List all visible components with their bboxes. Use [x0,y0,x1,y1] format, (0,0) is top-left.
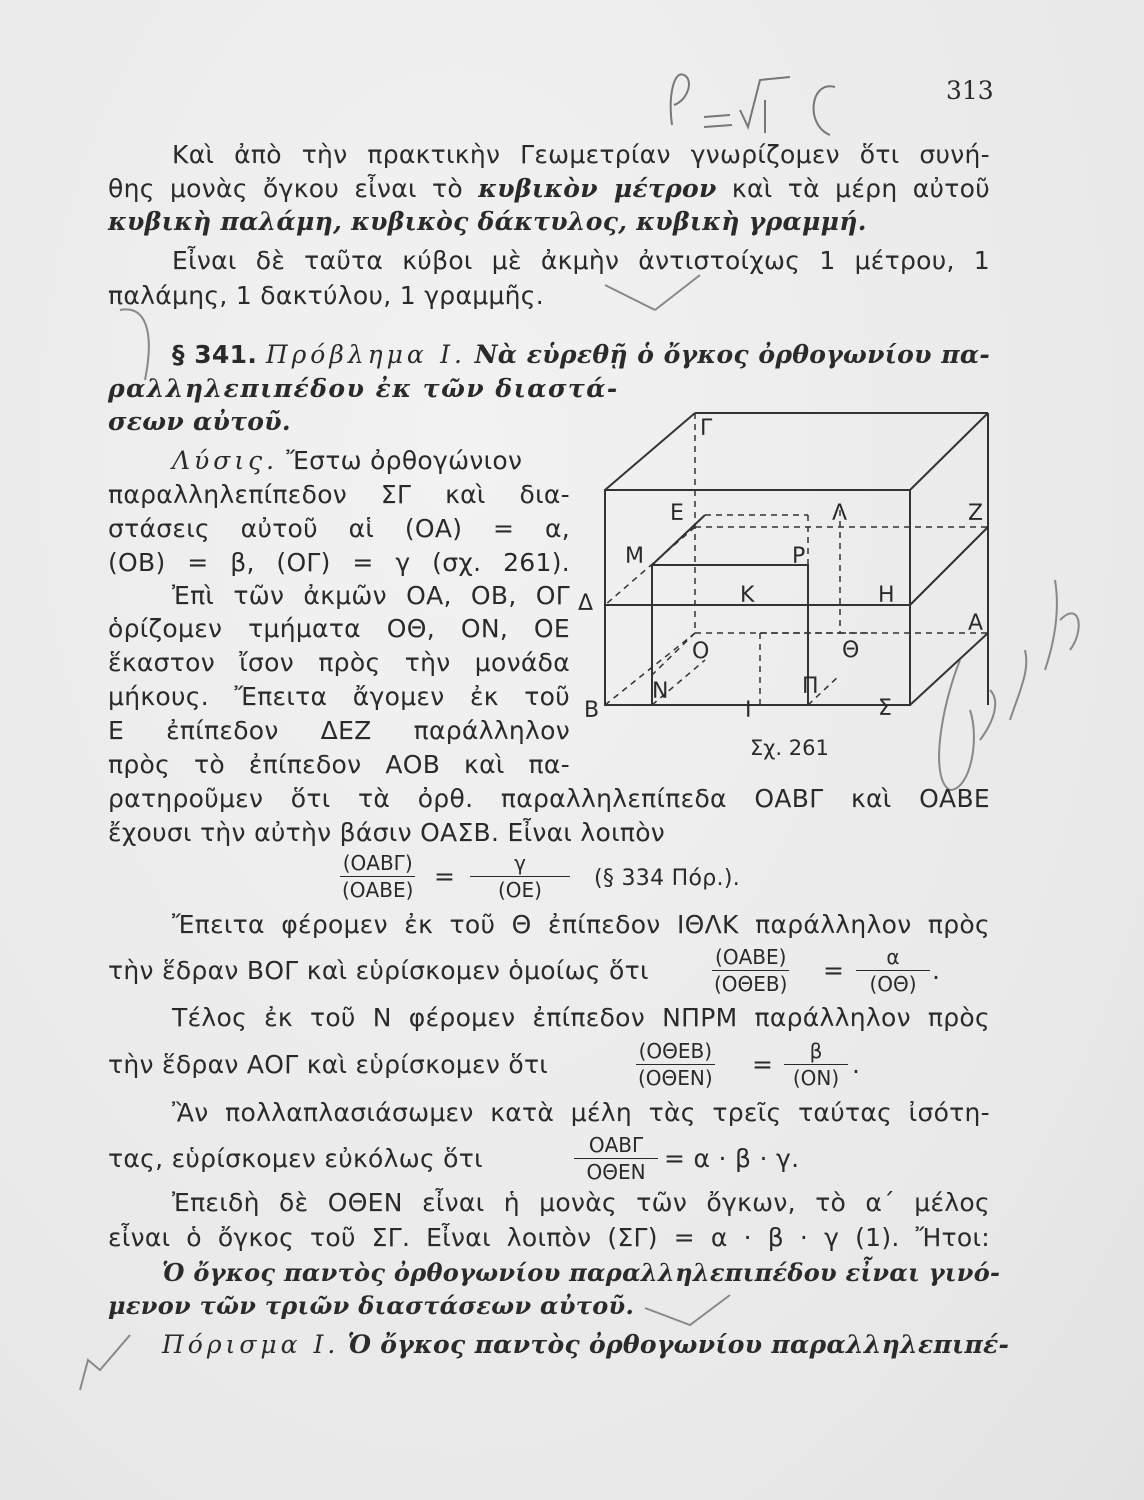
label-lambda: Λ [832,501,848,526]
label-iota: Ι [745,698,752,723]
pencil-checkmark-1 [600,270,710,320]
text-line: παλάμης, 1 δακτύλου, 1 γραμμῆς. [108,281,545,310]
text-line: μήκους. Ἔπειτα ἄγομεν ἐκ τοῦ [108,682,570,711]
text-line: Ἂν πολλαπλασιάσωμεν κατὰ μέλη τὰς τρεῖς ταύτας ἰσότη- [172,1098,990,1127]
fraction: ΟΑΒΓ ΟΘΕΝ [574,1132,658,1185]
label-mu: Μ [625,544,644,569]
text-line: τὴν ἕδραν ΑΟΓ καὶ εὑρίσκομεν ὅτι [108,1050,549,1079]
text-line: Λύσις. Ἔστω ὀρθογώνιον [172,446,523,475]
text-line: Ἔπειτα φέρομεν ἐκ τοῦ Θ ἐπίπεδον ΙΘΛΚ παράλληλον πρὸς [172,910,990,939]
corollary-label: Πόρισμα I. [162,1330,340,1359]
label-omicron: Ο [692,639,710,664]
text-line: τας, εὑρίσκομεν εὐκόλως ὅτι [108,1144,483,1173]
equation-rhs: = α · β · γ. [664,1144,800,1173]
corollary-line: Πόρισμα I. Ὁ ὄγκος παντὸς ὀρθογωνίου παραλληλεπιπέ- [162,1330,1010,1359]
figure-parallelepiped [570,405,1000,775]
fraction: $\frac{\gamma}{(OE)}$ [470,850,570,903]
text-line: ἔχουσι τὴν αὐτὴν βάσιν ΟΑΣΒ. Εἶναι λοιπὸν [108,818,666,847]
label-zeta: Ζ [968,501,984,526]
text-line: θης μονὰς ὄγκου εἶναι τὸ κυβικὸν μέτρον καὶ τὰ μέρη αὐτοῦ [108,174,990,203]
text-line: Εἶναι δὲ ταῦτα κύβοι μὲ ἀκμὴν ἀντιστοίχως 1 μέτρου, 1 [172,246,990,275]
label-epsilon: Ε [670,501,684,526]
fraction: (ΟΑΒΓ) (ΟΑΒΕ) [342,851,414,902]
problem-label: Πρόβλημα I. [265,340,466,369]
text-line: εἶναι ὁ ὄγκος τοῦ ΣΓ. Εἶναι λοιπὸν (ΣΓ) = α · β · γ (1). Ἤτοι: [108,1223,990,1252]
text-line: σεων αὐτοῦ. [108,407,291,436]
section-number: § 341. [172,340,258,369]
label-kappa: Κ [740,583,755,608]
period: . [932,956,941,985]
text-line: Τέλος ἐκ τοῦ Ν φέρομεν ἐπίπεδον ΝΠΡΜ παράλληλον πρὸς [172,1003,990,1032]
period: . [852,1050,861,1079]
label-theta: Θ [842,638,860,663]
pencil-margin-mark [60,1320,140,1400]
text-line: στάσεις αὐτοῦ αἱ (ΟΑ) = α, [108,514,570,543]
page-number: 313 [946,76,994,105]
equals-sign: = [752,1050,774,1079]
fraction: (ΟΑΒΕ) (ΟΘΕΒ) [714,945,788,996]
text-line: ὁρίζομεν τμήματα ΟΘ, ΟΝ, ΟΕ [108,614,570,643]
label-beta: Β [584,698,600,723]
theorem-line: Ὁ ὄγκος παντὸς ὀρθογωνίου παραλληλεπιπέδου εἶναι γινό- [162,1258,1001,1287]
reference: (§ 334 Πόρ.). [594,866,740,891]
text-line: παραλληλεπίπεδον ΣΓ καὶ δια- [108,480,570,509]
problem-title: Νὰ εὑρεθῇ ὁ ὄγκος ὀρθογωνίου πα- [474,340,991,369]
theorem-line: μενον τῶν τριῶν διαστάσεων αὐτοῦ. [108,1291,635,1320]
equals-sign: = [434,862,456,891]
text-line: κυβικὴ παλάμη, κυβικὸς δάκτυλος, κυβικὴ γραμμή. [108,207,867,236]
label-sigma: Σ [878,696,892,721]
label-rho: Ρ [792,544,806,569]
equals-sign: = [823,956,845,985]
solution-label: Λύσις. [172,446,279,475]
figure-caption: Σχ. 261 [750,736,829,760]
text-line: ἕκαστον ἴσον πρὸς τὴν μονάδα [108,648,570,677]
pencil-annotation-top [660,55,860,145]
text-line: Καὶ ἀπὸ τὴν πρακτικὴν Γεωμετρίαν γνωρίζομεν ὅτι συνή- [172,140,990,169]
fraction: $\frac{\beta}{(ON)}$ [784,1038,848,1091]
fraction: $\frac{\alpha}{(O\Theta)}$ [856,944,930,997]
label-delta: Δ [578,591,594,616]
text-line: Ε ἐπίπεδον ΔΕΖ παράλληλον [108,716,570,745]
fraction: (ΟΘΕΒ) (ΟΘΕΝ) [638,1039,713,1090]
label-nu: Ν [652,679,669,704]
text-line: ρατηροῦμεν ὅτι τὰ ὀρθ. παραλληλεπίπεδα ΟΑΒΓ καὶ ΟΑΒΕ [108,784,990,813]
text-line: ραλληλεπιπέδου ἐκ τῶν διαστά- [108,374,619,403]
text-line: Ἐπὶ τῶν ἀκμῶν ΟΑ, ΟΒ, ΟΓ [172,581,570,610]
label-gamma: Γ [700,416,713,441]
label-pi: Π [802,674,819,699]
label-eta: Η [878,583,895,608]
section-heading [172,340,990,370]
text-line: (ΟΒ) = β, (ΟΓ) = γ (σχ. 261). [108,548,570,577]
text-line: τὴν ἕδραν ΒΟΓ καὶ εὑρίσκομεν ὁμοίως ὅτι [108,956,649,985]
text-line: πρὸς τὸ ἐπίπεδον ΑΟΒ καὶ πα- [108,750,570,779]
text-line: Ἐπειδὴ δὲ ΟΘΕΝ εἶναι ἡ μονὰς τῶν ὄγκων, τὸ α΄ μέλος [172,1188,990,1217]
label-alpha: Α [968,611,984,636]
